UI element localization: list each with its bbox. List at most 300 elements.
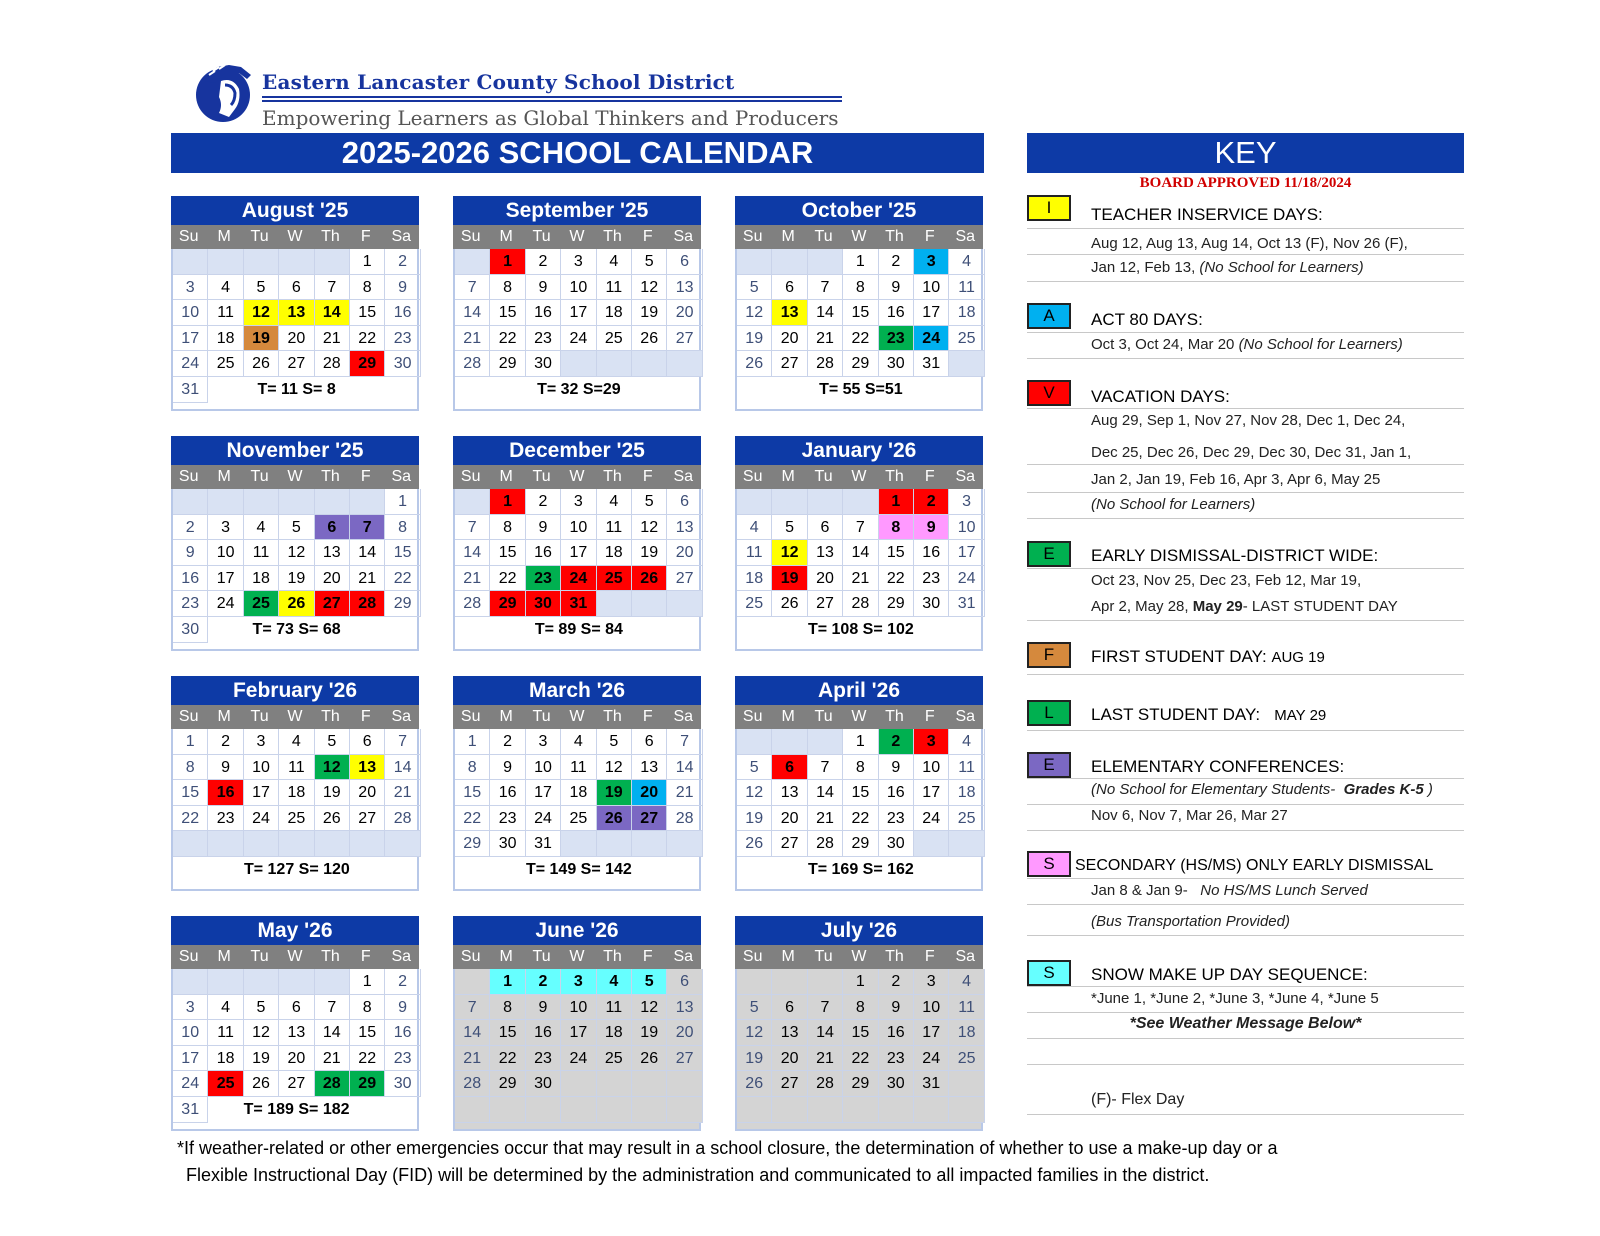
calendar-day: 7	[843, 515, 878, 541]
calendar-day: 2	[490, 729, 525, 755]
calendar-day: 25	[597, 1046, 632, 1072]
calendar-day: 12	[632, 275, 667, 301]
calendar-day: 6	[315, 515, 350, 541]
secondary-early-dates: Jan 8 & Jan 9- No HS/MS Lunch Served	[1091, 882, 1368, 899]
calendar-day: 23	[385, 1046, 420, 1072]
calendar-day: 1	[879, 489, 914, 515]
empty-day-cell	[561, 831, 596, 857]
weekday-header-row	[735, 945, 983, 969]
weekday-label: F	[924, 948, 935, 965]
weekday-label: M	[217, 708, 231, 725]
calendar-day: 14	[808, 1020, 843, 1046]
weekday-label: Th	[885, 228, 904, 245]
calendar-day: 25	[597, 326, 632, 352]
inservice-swatch: I	[1027, 195, 1071, 221]
key-divider	[1027, 228, 1464, 229]
calendar-day: 13	[667, 515, 702, 541]
key-title: KEY	[1027, 133, 1464, 173]
calendar-day: 29	[455, 831, 490, 857]
calendar-day: 9	[914, 515, 949, 541]
month-title: July '26	[735, 916, 983, 945]
weekday-label: M	[217, 228, 231, 245]
weekday-label: F	[924, 708, 935, 725]
month-title: December '25	[453, 436, 701, 465]
calendar-day: 12	[315, 755, 350, 781]
calendar-day: 27	[632, 806, 667, 832]
calendar-day: 30	[490, 831, 525, 857]
weather-message-note: *See Weather Message Below*	[1129, 1015, 1362, 1032]
calendar-day: 19	[737, 326, 772, 352]
calendar-day: 23	[879, 1046, 914, 1072]
calendar-day: 17	[173, 1046, 208, 1072]
act80-swatch: A	[1027, 303, 1071, 329]
calendar-day: 17	[173, 326, 208, 352]
key-divider	[1027, 408, 1464, 409]
calendar-day: 14	[667, 755, 702, 781]
calendar-day: 6	[667, 249, 702, 275]
calendar-day: 14	[808, 780, 843, 806]
calendar-day: 8	[843, 275, 878, 301]
calendar-day: 8	[879, 515, 914, 541]
empty-day-cell	[244, 831, 279, 857]
weekday-label: Tu	[532, 228, 551, 245]
empty-day-cell	[843, 489, 878, 515]
empty-day-cell	[914, 831, 949, 857]
weekday-label: M	[499, 948, 513, 965]
calendar-day: 20	[667, 300, 702, 326]
empty-day-cell	[737, 729, 772, 755]
weekday-label: W	[569, 708, 585, 725]
empty-day-cell	[949, 1071, 984, 1097]
weekday-label: Sa	[673, 228, 694, 245]
weekday-label: W	[287, 948, 303, 965]
calendar-day: 19	[244, 326, 279, 352]
snow-makeup-dates: *June 1, *June 2, *June 3, *June 4, *June 5	[1091, 990, 1379, 1007]
weekday-header-row	[171, 705, 419, 729]
weekday-label: Sa	[391, 948, 412, 965]
calendar-day: 18	[949, 780, 984, 806]
calendar-day: 19	[737, 1046, 772, 1072]
calendar-day: 15	[843, 1020, 878, 1046]
secondary-early-swatch: S	[1027, 851, 1071, 877]
empty-day-cell	[279, 249, 314, 275]
calendar-day: 12	[737, 780, 772, 806]
calendar-day: 23	[879, 326, 914, 352]
calendar-day: 12	[772, 540, 807, 566]
calendar-day: 24	[914, 1046, 949, 1072]
calendar-day: 4	[949, 249, 984, 275]
calendar-day: 4	[244, 515, 279, 541]
calendar-day: 8	[455, 755, 490, 781]
weekday-label: M	[781, 948, 795, 965]
calendar-day: 1	[173, 729, 208, 755]
calendar-day: 8	[490, 275, 525, 301]
calendar-day: 21	[455, 326, 490, 352]
calendar-day: 5	[737, 275, 772, 301]
calendar-day: 19	[632, 1020, 667, 1046]
empty-day-cell	[667, 591, 702, 617]
weekday-label: F	[360, 468, 371, 485]
calendar-day: 22	[490, 1046, 525, 1072]
calendar-day: 20	[667, 540, 702, 566]
empty-day-cell	[667, 831, 702, 857]
calendar-day: 16	[490, 780, 525, 806]
calendar-day: 21	[315, 1046, 350, 1072]
calendar-day: 2	[526, 249, 561, 275]
calendar-day: 2	[173, 515, 208, 541]
calendar-day: 28	[843, 591, 878, 617]
weekday-header-row	[171, 225, 419, 249]
calendar-day: 5	[632, 969, 667, 995]
calendar-day: 22	[350, 1046, 385, 1072]
calendar-day: 23	[173, 591, 208, 617]
calendar-day: 28	[455, 351, 490, 377]
calendar-day: 1	[843, 729, 878, 755]
calendar-day: 1	[455, 729, 490, 755]
calendar-day: 19	[737, 806, 772, 832]
empty-day-cell	[597, 1097, 632, 1123]
calendar-day: 7	[385, 729, 420, 755]
calendar-day: 7	[455, 515, 490, 541]
weekday-label: F	[360, 708, 371, 725]
month-title: January '26	[735, 436, 983, 465]
calendar-day: 5	[244, 275, 279, 301]
day-grid	[453, 249, 701, 411]
calendar-day: 21	[667, 780, 702, 806]
weekday-header-row	[453, 705, 701, 729]
month-calendar	[453, 436, 701, 651]
empty-day-cell	[632, 831, 667, 857]
calendar-day: 23	[526, 326, 561, 352]
empty-day-cell	[279, 489, 314, 515]
weekday-label: Sa	[955, 468, 976, 485]
key-divider	[1027, 332, 1464, 333]
month-calendar	[171, 916, 419, 1131]
calendar-day: 16	[879, 300, 914, 326]
weekday-label: F	[642, 708, 653, 725]
empty-day-cell	[208, 831, 243, 857]
empty-day-cell	[173, 831, 208, 857]
empty-day-cell	[279, 831, 314, 857]
month-calendar	[453, 676, 701, 891]
empty-day-cell	[914, 1097, 949, 1123]
key-divider	[1027, 674, 1464, 675]
calendar-day: 1	[490, 969, 525, 995]
month-calendar	[735, 676, 983, 891]
weekday-label: M	[499, 708, 513, 725]
weekday-label: Tu	[532, 948, 551, 965]
calendar-day: 21	[808, 326, 843, 352]
weekday-label: Th	[885, 948, 904, 965]
calendar-day: 26	[244, 1071, 279, 1097]
calendar-day: 17	[561, 300, 596, 326]
calendar-day: 14	[455, 300, 490, 326]
calendar-day: 16	[173, 566, 208, 592]
first-day-heading: FIRST STUDENT DAY: AUG 19	[1091, 647, 1325, 666]
empty-day-cell	[526, 1097, 561, 1123]
empty-day-cell	[667, 1071, 702, 1097]
calendar-day: 9	[879, 755, 914, 781]
calendar-day: 11	[597, 995, 632, 1021]
weekday-label: W	[851, 468, 867, 485]
calendar-day: 10	[173, 300, 208, 326]
calendar-day: 23	[208, 806, 243, 832]
act80-heading: ACT 80 DAYS:	[1091, 310, 1203, 329]
month-totals: T= 32 S=29	[537, 381, 621, 398]
weekday-label: Sa	[673, 468, 694, 485]
calendar-day: 17	[244, 780, 279, 806]
key-divider	[1027, 935, 1464, 936]
calendar-day: 31	[173, 377, 208, 403]
empty-day-cell	[632, 351, 667, 377]
calendar-day: 27	[772, 831, 807, 857]
calendar-day: 16	[879, 780, 914, 806]
calendar-day: 25	[279, 806, 314, 832]
calendar-day: 9	[208, 755, 243, 781]
calendar-day: 11	[597, 515, 632, 541]
calendar-day: 3	[561, 249, 596, 275]
calendar-day: 15	[490, 300, 525, 326]
calendar-day: 24	[244, 806, 279, 832]
key-divider	[1027, 730, 1464, 731]
calendar-day: 2	[879, 969, 914, 995]
calendar-day: 21	[808, 806, 843, 832]
calendar-day: 14	[808, 300, 843, 326]
calendar-day: 14	[315, 1020, 350, 1046]
calendar-day: 21	[385, 780, 420, 806]
calendar-day: 26	[632, 566, 667, 592]
calendar-day: 24	[208, 591, 243, 617]
calendar-day: 9	[385, 995, 420, 1021]
calendar-day: 10	[914, 755, 949, 781]
calendar-day: 13	[667, 275, 702, 301]
calendar-day: 18	[597, 540, 632, 566]
calendar-day: 11	[208, 1020, 243, 1046]
vacation-dates-3: Jan 2, Jan 19, Feb 16, Apr 3, Apr 6, May 25	[1091, 471, 1381, 488]
empty-day-cell	[315, 831, 350, 857]
calendar-day: 11	[597, 275, 632, 301]
calendar-day: 20	[279, 326, 314, 352]
calendar-day: 9	[526, 995, 561, 1021]
key-divider	[1027, 254, 1464, 255]
calendar-day: 21	[350, 566, 385, 592]
weekday-label: F	[924, 468, 935, 485]
calendar-day: 31	[526, 831, 561, 857]
calendar-day: 26	[737, 1071, 772, 1097]
act80-dates: Oct 3, Oct 24, Mar 20 (No School for Learners)	[1091, 336, 1403, 353]
calendar-day: 15	[490, 540, 525, 566]
empty-day-cell	[772, 249, 807, 275]
calendar-day: 25	[208, 1071, 243, 1097]
calendar-day: 21	[843, 566, 878, 592]
calendar-day: 12	[737, 300, 772, 326]
empty-day-cell	[315, 489, 350, 515]
key-divider	[1027, 568, 1464, 569]
calendar-day: 16	[208, 780, 243, 806]
calendar-day: 31	[561, 591, 596, 617]
key-divider	[1027, 830, 1464, 831]
month-calendar	[171, 676, 419, 891]
weekday-label: W	[851, 948, 867, 965]
weekday-label: Su	[460, 948, 481, 965]
calendar-day: 4	[737, 515, 772, 541]
calendar-day: 1	[350, 969, 385, 995]
calendar-day: 6	[667, 489, 702, 515]
secondary-early-heading: SECONDARY (HS/MS) ONLY EARLY DISMISSAL	[1075, 857, 1434, 874]
weekday-label: Th	[885, 708, 904, 725]
month-calendar	[453, 916, 701, 1131]
first-day-swatch: F	[1027, 642, 1071, 668]
empty-day-cell	[632, 1097, 667, 1123]
day-grid	[735, 969, 983, 1131]
calendar-day: 9	[879, 275, 914, 301]
calendar-day: 31	[949, 591, 984, 617]
month-totals: T= 89 S= 84	[534, 621, 623, 638]
calendar-day: 10	[949, 515, 984, 541]
calendar-day: 5	[632, 489, 667, 515]
calendar-day: 3	[208, 515, 243, 541]
empty-day-cell	[208, 489, 243, 515]
calendar-day: 27	[279, 1071, 314, 1097]
weekday-label: W	[851, 228, 867, 245]
weekday-header-row	[171, 465, 419, 489]
weekday-label: F	[642, 948, 653, 965]
calendar-day: 13	[632, 755, 667, 781]
weekday-label: Sa	[391, 468, 412, 485]
calendar-day: 27	[667, 566, 702, 592]
empty-day-cell	[737, 249, 772, 275]
empty-day-cell	[279, 969, 314, 995]
month-totals: T= 169 S= 162	[807, 861, 914, 878]
calendar-day: 25	[208, 351, 243, 377]
month-title: June '26	[453, 916, 701, 945]
calendar-day: 17	[949, 540, 984, 566]
calendar-day: 16	[385, 1020, 420, 1046]
empty-day-cell	[772, 1097, 807, 1123]
calendar-day: 13	[667, 995, 702, 1021]
calendar-day: 18	[949, 300, 984, 326]
calendar-day: 5	[244, 995, 279, 1021]
calendar-day: 9	[490, 755, 525, 781]
calendar-day: 2	[526, 969, 561, 995]
weekday-label: Th	[321, 948, 340, 965]
calendar-day: 3	[173, 995, 208, 1021]
calendar-day: 28	[350, 591, 385, 617]
empty-day-cell	[208, 969, 243, 995]
key-divider	[1027, 1038, 1464, 1039]
calendar-day: 26	[737, 831, 772, 857]
calendar-day: 25	[949, 326, 984, 352]
calendar-day: 4	[949, 729, 984, 755]
calendar-day: 10	[244, 755, 279, 781]
calendar-title: 2025-2026 SCHOOL CALENDAR	[171, 133, 984, 173]
calendar-day: 17	[914, 1020, 949, 1046]
calendar-day: 30	[914, 591, 949, 617]
calendar-day: 30	[879, 351, 914, 377]
calendar-day: 12	[597, 755, 632, 781]
month-totals: T= 127 S= 120	[243, 861, 350, 878]
calendar-day: 5	[737, 995, 772, 1021]
weekday-label: Sa	[955, 228, 976, 245]
weekday-label: Tu	[814, 948, 833, 965]
calendar-day: 22	[385, 566, 420, 592]
weekday-header-row	[453, 225, 701, 249]
calendar-day: 26	[772, 591, 807, 617]
calendar-day: 2	[526, 489, 561, 515]
calendar-day: 28	[455, 591, 490, 617]
calendar-day: 28	[455, 1071, 490, 1097]
calendar-day: 15	[843, 780, 878, 806]
elem-conf-note: (No School for Elementary Students- Grades K-5 )	[1091, 781, 1433, 798]
calendar-day: 22	[490, 326, 525, 352]
calendar-day: 13	[350, 755, 385, 781]
calendar-day: 28	[315, 351, 350, 377]
calendar-day: 15	[173, 780, 208, 806]
month-title: August '25	[171, 196, 419, 225]
calendar-day: 27	[279, 351, 314, 377]
key-divider	[1027, 492, 1464, 493]
empty-day-cell	[772, 969, 807, 995]
calendar-day: 18	[597, 1020, 632, 1046]
weekday-label: M	[217, 948, 231, 965]
early-dismissal-dates-2: Apr 2, May 28, May 29- LAST STUDENT DAY	[1091, 598, 1398, 615]
empty-day-cell	[808, 489, 843, 515]
calendar-day: 30	[385, 351, 420, 377]
calendar-day: 9	[173, 540, 208, 566]
key-divider	[1027, 1012, 1464, 1013]
calendar-day: 14	[455, 1020, 490, 1046]
calendar-day: 31	[173, 1097, 208, 1123]
weekday-label: Su	[178, 468, 199, 485]
calendar-day: 2	[914, 489, 949, 515]
weekday-label: Sa	[673, 948, 694, 965]
calendar-day: 15	[350, 1020, 385, 1046]
early-dismissal-heading: EARLY DISMISSAL-DISTRICT WIDE:	[1091, 546, 1379, 565]
calendar-day: 6	[772, 755, 807, 781]
empty-day-cell	[244, 249, 279, 275]
calendar-day: 8	[843, 755, 878, 781]
calendar-day: 12	[244, 300, 279, 326]
weekday-label: Sa	[391, 708, 412, 725]
weekday-label: Su	[460, 708, 481, 725]
calendar-day: 11	[279, 755, 314, 781]
calendar-day: 2	[208, 729, 243, 755]
empty-day-cell	[350, 489, 385, 515]
calendar-day: 27	[667, 1046, 702, 1072]
calendar-day: 28	[808, 1071, 843, 1097]
weekday-label: Su	[742, 708, 763, 725]
calendar-day: 4	[279, 729, 314, 755]
calendar-day: 11	[244, 540, 279, 566]
month-totals: T= 11 S= 8	[257, 381, 336, 398]
key-divider	[1027, 464, 1464, 465]
calendar-day: 18	[244, 566, 279, 592]
calendar-day: 15	[350, 300, 385, 326]
empty-day-cell	[597, 591, 632, 617]
calendar-day: 20	[632, 780, 667, 806]
calendar-day: 21	[455, 1046, 490, 1072]
calendar-day: 3	[526, 729, 561, 755]
weekday-label: Tu	[814, 708, 833, 725]
month-calendar	[453, 196, 701, 411]
inservice-dates-1: Aug 12, Aug 13, Aug 14, Oct 13 (F), Nov 26 (F),	[1091, 235, 1408, 252]
calendar-day: 5	[597, 729, 632, 755]
footnote-line-1: *If weather-related or other emergencies occur that may result in a school closure, the determination of whether to use a make-up day or a	[177, 1138, 1278, 1158]
calendar-day: 29	[879, 591, 914, 617]
calendar-day: 14	[385, 755, 420, 781]
empty-day-cell	[315, 969, 350, 995]
calendar-day: 17	[526, 780, 561, 806]
